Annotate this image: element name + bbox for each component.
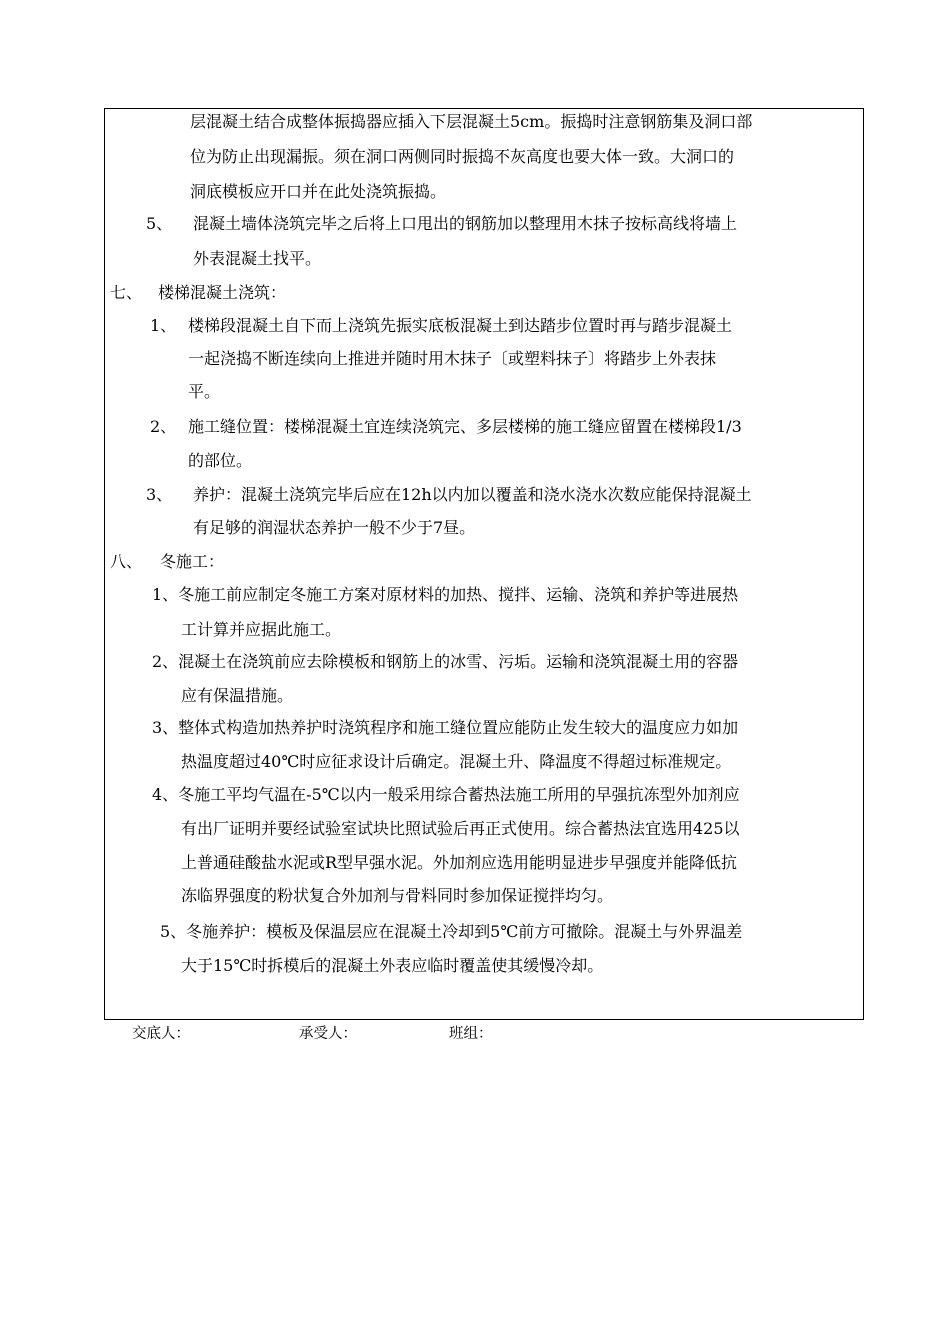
section-title: 冬施工： xyxy=(160,552,225,571)
text-line: 洞底模板应开口并在此处浇筑振捣。 xyxy=(190,182,447,201)
text-line: 1、冬施工前应制定冬施工方案对原材料的加热、搅拌、运输、浇筑和养护等进展热 xyxy=(152,585,739,604)
text-line: 混凝土墙体浇筑完毕之后将上口甩出的钢筋加以整理用木抹子按标高线将墙上 xyxy=(193,214,738,233)
text-line: 5、冬施养护：模板及保温层应在混凝土冷却到5℃前方可撤除。混凝土与外界温差 xyxy=(160,922,743,941)
text-line: 冻临界强度的粉状复合外加剂与骨料同时参加保证搅拌均匀。 xyxy=(181,886,614,905)
text-line: 养护：混凝土浇筑完毕后应在12h以内加以覆盖和浇水浇水次数应能保持混凝土 xyxy=(193,485,752,504)
text-line: 外表混凝土找平。 xyxy=(193,249,322,268)
text-line: 2、混凝土在浇筑前应去除模板和钢筋上的冰雪、污垢。运输和浇筑混凝土用的容器 xyxy=(152,652,739,671)
text-line: 施工缝位置：楼梯混凝土宜连续浇筑完、多层楼梯的施工缝应留置在楼梯段1/3 xyxy=(188,417,742,436)
text-line: 4、冬施工平均气温在-5℃以内一般采用综合蓄热法施工所用的早强抗冻型外加剂应 xyxy=(152,785,740,804)
text-line: 热温度超过40℃时应征求设计后确定。混凝土升、降温度不得超过标准规定。 xyxy=(181,752,732,771)
item-number: 1、 xyxy=(150,316,177,335)
text-line: 楼梯段混凝土自下而上浇筑先振实底板混凝土到达踏步位置时再与踏步混凝土 xyxy=(188,316,733,335)
text-line: 层混凝土结合成整体振捣器应插入下层混凝土5cm。振捣时注意钢筋集及洞口部 xyxy=(190,112,753,131)
handover-label: 交底人： xyxy=(132,1026,190,1042)
text-line: 有出厂证明并要经试验室试块比照试验后再正式使用。综合蓄热法宜选用425以 xyxy=(181,819,740,838)
text-line: 工计算并应据此施工。 xyxy=(181,620,342,639)
item-number: 2、 xyxy=(150,417,177,436)
text-line: 一起浇捣不断连续向上推进并随时用木抹子〔或塑料抹子〕将踏步上外表抹 xyxy=(188,349,717,368)
item-number: 5、 xyxy=(146,214,173,233)
text-line: 有足够的润湿状态养护一般不少于7昼。 xyxy=(193,518,476,537)
team-label: 班组： xyxy=(449,1026,493,1042)
section-title: 楼梯混凝土浇筑： xyxy=(158,283,287,302)
text-line: 3、整体式构造加热养护时浇筑程序和施工缝位置应能防止发生较大的温度应力如加 xyxy=(152,718,739,737)
item-number: 3、 xyxy=(146,485,173,504)
text-line: 上普通硅酸盐水泥或R型早强水泥。外加剂应选用能明显进步早强度并能降低抗 xyxy=(181,853,738,872)
section-number: 七、 xyxy=(110,283,143,302)
section-number: 八、 xyxy=(110,552,143,571)
text-line: 大于15℃时拆模后的混凝土外表应临时覆盖使其缓慢冷却。 xyxy=(181,956,604,975)
text-line: 位为防止出现漏振。须在洞口两侧同时振捣不灰高度也要大体一致。大洞口的 xyxy=(190,147,735,166)
receiver-label: 承受人： xyxy=(299,1026,357,1042)
text-line: 应有保温措施。 xyxy=(181,686,294,705)
text-line: 的部位。 xyxy=(188,451,253,470)
text-line: 平。 xyxy=(188,382,221,401)
